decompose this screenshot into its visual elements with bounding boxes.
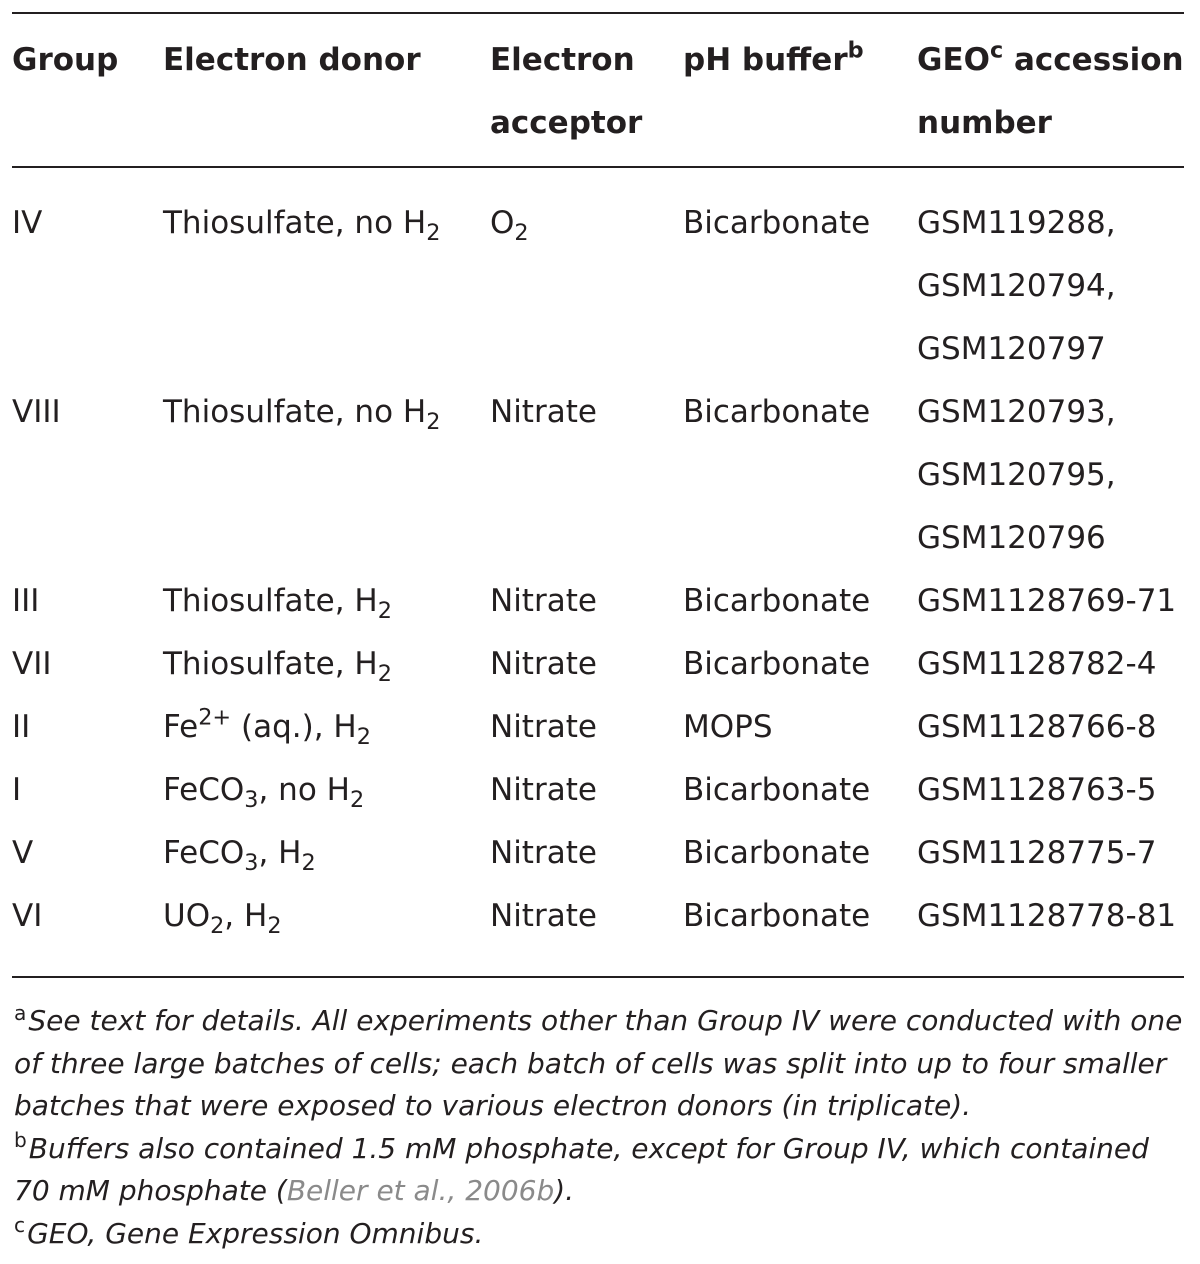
donor-subscript: 2 bbox=[377, 661, 392, 688]
header-electron-donor: Electron donor bbox=[163, 42, 421, 78]
table-row bbox=[12, 696, 1190, 759]
group-text: II bbox=[12, 709, 31, 745]
donor-text: Thiosulfate, H bbox=[163, 583, 378, 619]
donor-text: Thiosulfate, no H bbox=[163, 205, 427, 241]
donor-text: (aq.), H bbox=[231, 709, 357, 745]
donor-text: Fe bbox=[163, 709, 199, 745]
cell-geo-accession bbox=[917, 696, 1190, 759]
cell-group bbox=[12, 696, 163, 759]
group-text: III bbox=[12, 583, 40, 619]
cell-electron-acceptor bbox=[490, 696, 683, 759]
footnote-mark-c: c bbox=[989, 37, 1004, 64]
table-row bbox=[12, 192, 1190, 381]
donor-subscript: 2 bbox=[210, 913, 225, 940]
geo-accession-line: GSM120794, bbox=[917, 268, 1116, 304]
header-row bbox=[12, 29, 1190, 155]
acceptor-text: O bbox=[490, 205, 515, 241]
donor-text: , no H bbox=[258, 772, 350, 808]
cell-electron-donor bbox=[163, 570, 490, 633]
geo-accession-line: GSM1128763-5 bbox=[917, 772, 1157, 808]
buffer-text: Bicarbonate bbox=[683, 583, 871, 619]
footnote-b: $^b$Buffers also contained 1.5 mM phosphate, except for Group IV, which contained 70 mM phosphate (Beller et al., 2006b). bbox=[14, 1128, 1149, 1207]
buffer-text: Bicarbonate bbox=[683, 898, 871, 934]
buffer-text: Bicarbonate bbox=[683, 835, 871, 871]
cell-geo-accession bbox=[917, 633, 1190, 696]
header-geo-accession: GEO$^c$ accession number bbox=[917, 37, 1184, 141]
cell-group bbox=[12, 381, 163, 570]
table-row bbox=[12, 570, 1190, 633]
footnote-c: $^c$GEO, Gene Expression Omnibus. bbox=[14, 1213, 484, 1250]
cell-ph-buffer bbox=[683, 759, 917, 822]
cell-electron-donor bbox=[163, 885, 490, 948]
cell-electron-acceptor bbox=[490, 885, 683, 948]
cell-electron-acceptor bbox=[490, 633, 683, 696]
geo-accession-line: GSM1128769-71 bbox=[917, 583, 1177, 619]
cell-electron-donor bbox=[163, 192, 490, 381]
cell-electron-acceptor bbox=[490, 381, 683, 570]
donor-text: FeCO bbox=[163, 772, 245, 808]
cell-geo-accession bbox=[917, 570, 1190, 633]
geo-accession-line: GSM120796 bbox=[917, 520, 1106, 556]
cell-electron-donor bbox=[163, 633, 490, 696]
table-top-rule bbox=[12, 12, 1184, 14]
header-electron-acceptor: Electron acceptor bbox=[490, 42, 643, 141]
table-row bbox=[12, 885, 1190, 948]
acceptor-text: Nitrate bbox=[490, 394, 597, 430]
donor-subscript: 2 bbox=[301, 850, 316, 877]
table-header bbox=[12, 29, 1190, 155]
donor-subscript: 2 bbox=[426, 409, 441, 436]
buffer-text: Bicarbonate bbox=[683, 394, 871, 430]
cell-geo-accession bbox=[917, 381, 1190, 570]
cell-group bbox=[12, 822, 163, 885]
donor-text: Thiosulfate, no H bbox=[163, 394, 427, 430]
donor-text: Thiosulfate, H bbox=[163, 646, 378, 682]
cell-geo-accession bbox=[917, 885, 1190, 948]
donor-text: FeCO bbox=[163, 835, 245, 871]
donor-text: UO bbox=[163, 898, 211, 934]
cell-electron-acceptor bbox=[490, 822, 683, 885]
geo-accession-line: GSM120793, bbox=[917, 394, 1116, 430]
cell-electron-acceptor bbox=[490, 570, 683, 633]
group-text: VIII bbox=[12, 394, 61, 430]
cell-group bbox=[12, 633, 163, 696]
cell-geo-accession bbox=[917, 192, 1190, 381]
cell-ph-buffer bbox=[683, 822, 917, 885]
acceptor-text: Nitrate bbox=[490, 898, 597, 934]
acceptor-text: Nitrate bbox=[490, 772, 597, 808]
buffer-text: Bicarbonate bbox=[683, 772, 871, 808]
buffer-text: MOPS bbox=[683, 709, 773, 745]
geo-accession-line: GSM1128782-4 bbox=[917, 646, 1157, 682]
group-text: VII bbox=[12, 646, 52, 682]
footnote-a: $^a$See text for details. All experiments other than Group IV were conducted with one of three large batches of cells; each batch of cells was split into up to four smaller batches that were exposed to various electron donors (in triplicate). bbox=[14, 1000, 1183, 1122]
cell-electron-acceptor bbox=[490, 759, 683, 822]
cell-ph-buffer bbox=[683, 381, 917, 570]
cell-group bbox=[12, 192, 163, 381]
cell-electron-acceptor bbox=[490, 192, 683, 381]
header-ph-buffer: pH buffer$^b$ bbox=[683, 37, 864, 78]
cell-group bbox=[12, 759, 163, 822]
acceptor-text: Nitrate bbox=[490, 646, 597, 682]
cell-electron-donor bbox=[163, 759, 490, 822]
geo-accession-line: GSM120797 bbox=[917, 331, 1106, 367]
cell-geo-accession bbox=[917, 822, 1190, 885]
donor-text: , H bbox=[224, 898, 268, 934]
cell-electron-donor bbox=[163, 696, 490, 759]
cell-electron-donor bbox=[163, 822, 490, 885]
buffer-text: Bicarbonate bbox=[683, 646, 871, 682]
table-bottom-rule bbox=[12, 976, 1184, 978]
geo-accession-line: GSM120795, bbox=[917, 457, 1116, 493]
donor-text: , H bbox=[258, 835, 302, 871]
cell-ph-buffer bbox=[683, 192, 917, 381]
table-row bbox=[12, 633, 1190, 696]
geo-accession-line: GSM119288, bbox=[917, 205, 1116, 241]
donor-subscript: 3 bbox=[244, 850, 259, 877]
citation-link[interactable]: Beller et al., 2006b bbox=[286, 1174, 555, 1207]
cell-ph-buffer bbox=[683, 570, 917, 633]
donor-superscript: 2+ bbox=[198, 704, 232, 731]
donor-subscript: 2 bbox=[349, 787, 365, 814]
donor-subscript: 2 bbox=[267, 913, 282, 940]
donor-subscript: 2 bbox=[426, 220, 441, 247]
table-header-rule bbox=[12, 166, 1184, 168]
donor-subscript: 2 bbox=[377, 598, 392, 625]
acceptor-subscript: 2 bbox=[514, 220, 529, 247]
geo-accession-line: GSM1128775-7 bbox=[917, 835, 1157, 871]
group-text: I bbox=[12, 772, 22, 808]
cell-ph-buffer bbox=[683, 696, 917, 759]
table-row bbox=[12, 381, 1190, 570]
acceptor-text: Nitrate bbox=[490, 709, 597, 745]
group-text: V bbox=[12, 835, 34, 871]
cell-ph-buffer bbox=[683, 633, 917, 696]
acceptor-text: Nitrate bbox=[490, 835, 597, 871]
table-row bbox=[12, 822, 1190, 885]
cell-electron-donor bbox=[163, 381, 490, 570]
group-text: IV bbox=[12, 205, 43, 241]
acceptor-text: Nitrate bbox=[490, 583, 597, 619]
header-group: Group bbox=[12, 42, 119, 78]
table-row bbox=[12, 759, 1190, 822]
table-body bbox=[12, 192, 1190, 948]
geo-accession-line: GSM1128778-81 bbox=[917, 898, 1177, 934]
cell-geo-accession bbox=[917, 759, 1190, 822]
donor-subscript: 2 bbox=[356, 724, 371, 751]
group-text: VI bbox=[12, 898, 43, 934]
cell-group bbox=[12, 885, 163, 948]
cell-group bbox=[12, 570, 163, 633]
buffer-text: Bicarbonate bbox=[683, 205, 871, 241]
table-footnotes bbox=[14, 1000, 1189, 1255]
footnote-mark-b: b bbox=[847, 37, 864, 64]
geo-accession-line: GSM1128766-8 bbox=[917, 709, 1157, 745]
donor-subscript: 3 bbox=[244, 787, 259, 814]
cell-ph-buffer bbox=[683, 885, 917, 948]
